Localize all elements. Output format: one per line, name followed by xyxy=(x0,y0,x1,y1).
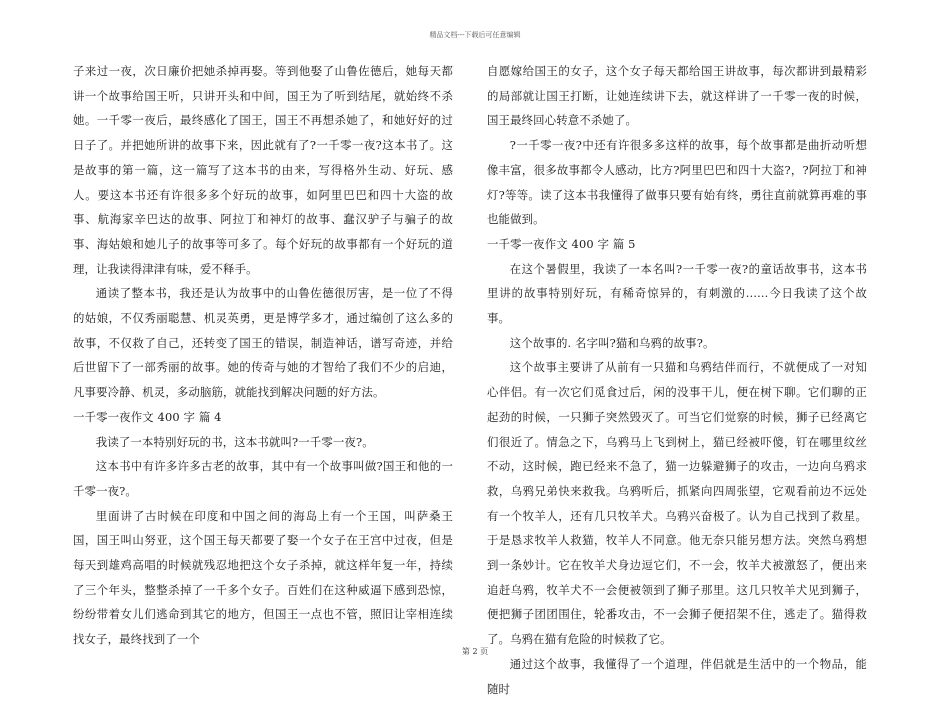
paragraph: 这本书中有许多许多古老的故事，其中有一个故事叫做?国王和他的一千零一夜?。 xyxy=(73,459,453,498)
section-heading: 一千零一夜作文 400 字 篇 5 xyxy=(487,236,636,251)
paragraph: 自愿嫁给国王的女子，这个女子每天都给国王讲故事，每次都讲到最精彩的局部就让国王打断，让她连续讲下去，就这样讲了一千零一夜的时候，国王最终回心转意不杀她了。 xyxy=(487,64,867,128)
paragraph: 在这个暑假里，我读了一本名叫?一千零一夜?的童话故事书，这本书里讲的故事特别好玩，有稀奇惊异的，有刺激的......今日我读了这个故事。 xyxy=(487,261,867,326)
paragraph: 通过这个故事，我懂得了一个道理，伴侣就是生活中的一个物品，能随时 xyxy=(487,656,867,696)
section-heading: 一千零一夜作文 400 字 篇 4 xyxy=(73,409,222,424)
left-column xyxy=(73,59,453,652)
paragraph: 里面讲了古时候在印度和中国之间的海岛上有一个王国，叫萨桑王国，国王叫山努亚，这个国王每天都要了娶一个女子在王宫中过夜，但是每天到雄鸡高唱的时候就残忍地把这个女子杀掉，就这样年复一年，持续了三个年头，整整杀掉了一千多个女子。百姓们在这种威逼下感到恐惊，纷纷带着女儿们逃命到其它的地方，但国王一点也不管，照旧让宰相连续找女子，最终找到了一个 xyxy=(73,508,453,647)
paragraph: 通读了整本书，我还是认为故事中的山鲁佐德很厉害，是一位了不得的姑娘，不仅秀丽聪慧、机灵英勇，更是博学多才，通过编创了这么多的故事，不仅救了自己，还转变了国王的错误，制造神话，谱写奇迹，并给后世留下了一部秀丽的故事。她的传奇与她的才智给了我们不少的启迪，凡事要冷静、机灵，多动脑筋，就能找到解决问题的好方法。 xyxy=(73,286,453,400)
paragraph: 子来过一夜，次日廉价把她杀掉再娶。等到他娶了山鲁佐德后，她每天都讲一个故事给国王听，只讲开头和中间，国王为了听到结尾，就始终不杀她。一千零一夜后，最终感化了国王，国王不再想杀她了，和她好好的过日子了。并把她所讲的故事下来，因此就有了?一千零一夜?这本书了。这是故事的第一篇，这一篇写了这本书的由来，写得格外生动、好玩、感人。要这本书还有许很多多个好玩的故事，如阿里巴巴和四十大盗的故事、航海家辛巴达的故事、阿拉丁和神灯的故事、蠢汉驴子与骗子的故事、海姑娘和她儿子的故事等可多了。每个好玩的故事都有一个好玩的道理，让我读得津津有味，爱不释手。 xyxy=(73,64,453,276)
paragraph: 我读了一本特别好玩的书，这本书就叫?一千零一夜?。 xyxy=(95,434,374,449)
page-header: 精品文档---下载后可任意编辑 xyxy=(429,31,521,39)
paragraph: ?一千零一夜?中还有许很多多这样的故事，每个故事都是曲折动听想像丰富，很多故事都令人感动，比方?阿里巴巴和四十大盗?，?阿拉丁和神灯?等等。读了这本书我懂得了做事只要有始有终，勇往直前就算再难的事也能做到。 xyxy=(487,138,867,227)
paragraph: 这个故事主要讲了从前有一只猫和乌鸦结伴而行，不就便成了一对知心伴侣。有一次它们觅食过后，闲的没事干儿，便在树下聊。它们聊的正起劲的时候，一只狮子突然毁灭了。可当它们觉察的时候，狮子已经离它们很近了。情急之下，乌鸦马上飞到树上，猫已经被吓傻，钉在哪里纹丝不动，这时候，跑已经来不急了，猫一边躲避狮子的攻击，一边向乌鸦求救，乌鸦兄弟快来救我。乌鸦听后，抓紧向四周张望，它观看前边不远处有一个牧羊人，还有几只牧羊犬。乌鸦兴奋极了。认为自己找到了救星。于是恳求牧羊人救猫，牧羊人不同意。他无奈只能另想方法。突然乌鸦想到一条妙计。它在牧羊犬身边逗它们，不一会，牧羊犬被激怒了，便出来追赶乌鸦，牧羊犬不一会便被领到了狮子那里。这几只牧羊犬见到狮子，便把狮子团团围住，轮番攻击，不一会狮子便招架不住，逃走了。猫得救了。乌鸦在猫有危险的时候救了它。 xyxy=(487,360,867,647)
right-column xyxy=(487,59,867,701)
page-number: 第 2 页 xyxy=(461,647,489,656)
paragraph: 这个故事的. 名字叫?猫和乌鸦的故事?。 xyxy=(509,335,715,350)
